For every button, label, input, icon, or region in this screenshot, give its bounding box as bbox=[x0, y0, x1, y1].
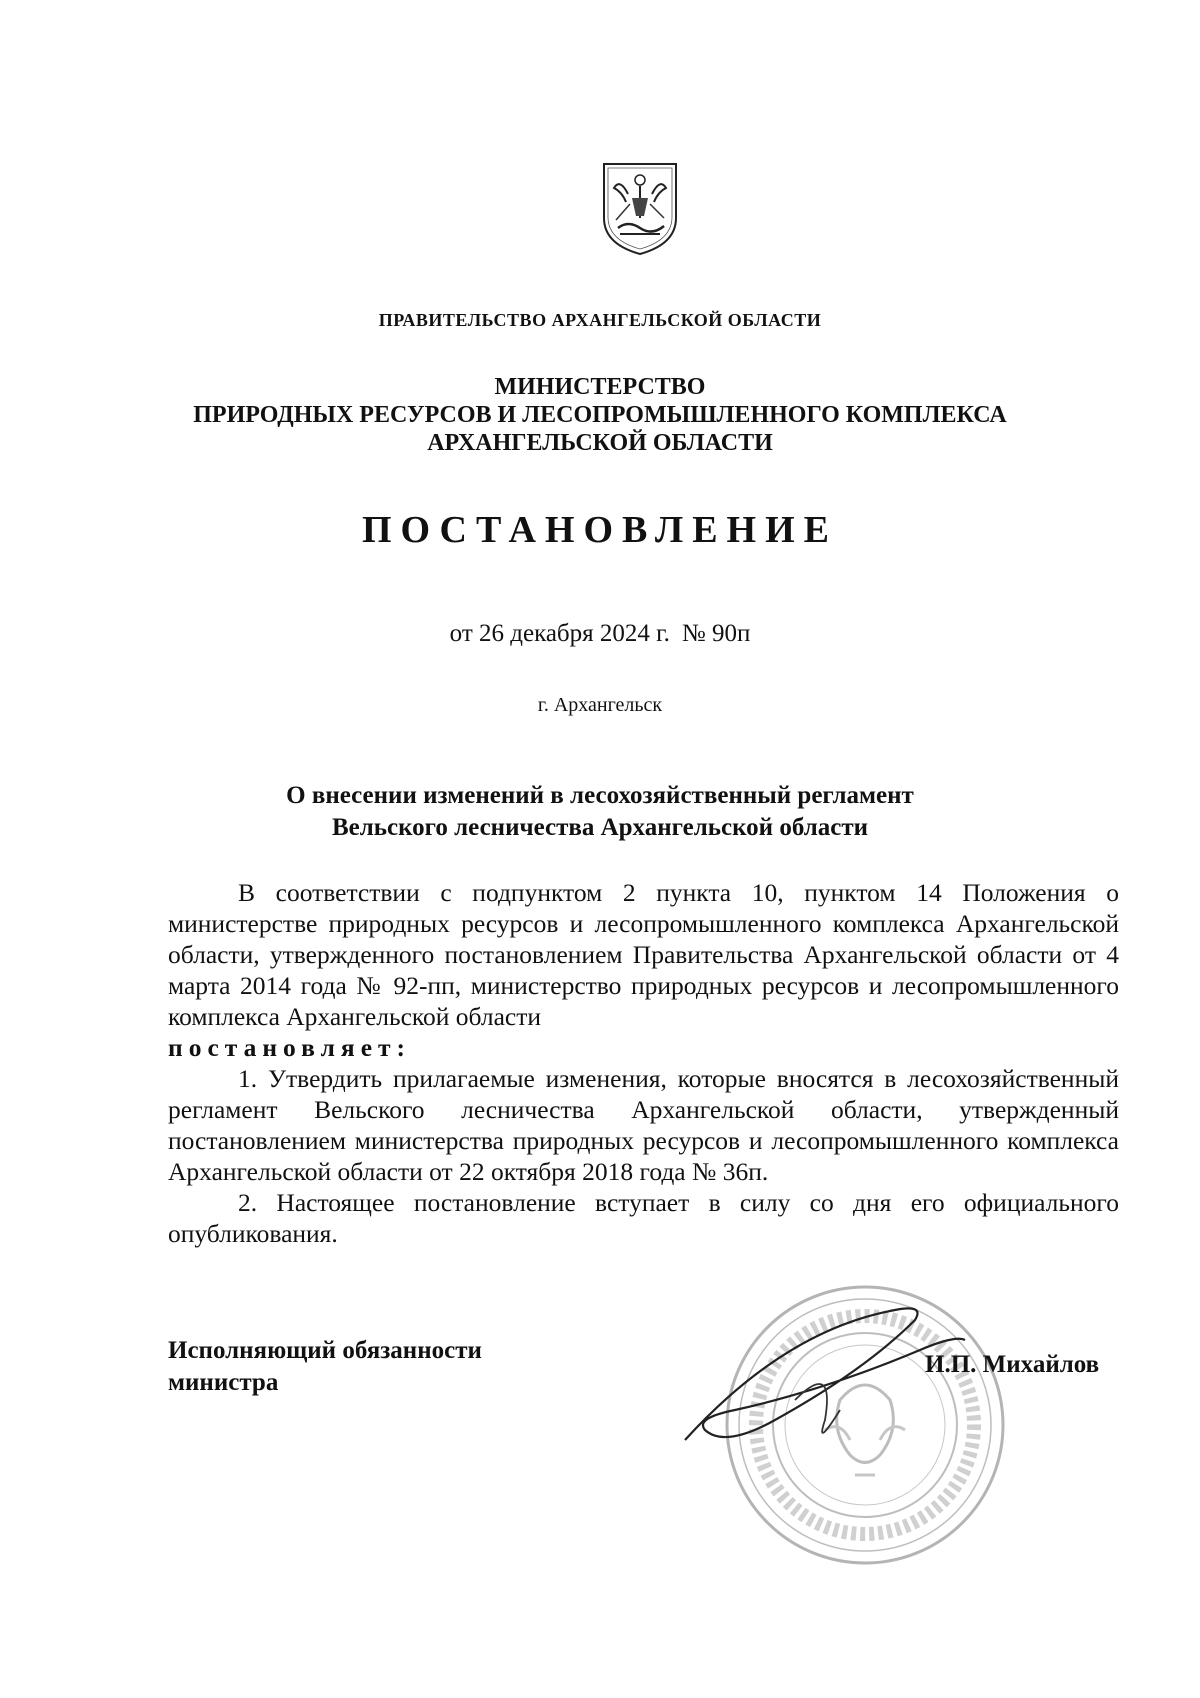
coat-of-arms-icon bbox=[598, 158, 682, 258]
signatory-position bbox=[168, 1335, 482, 1399]
item-2-paragraph: 2. Настоящее постановление вступает в силу со дня его официального опубликования. bbox=[168, 1188, 1119, 1248]
document-date: от 26 декабря 2024 г. bbox=[449, 620, 670, 647]
resolves-line bbox=[168, 1032, 1119, 1063]
document-city: г. Архангельск bbox=[537, 694, 663, 716]
document-subject bbox=[0, 780, 1200, 844]
preamble-paragraph: В соответствии с подпунктом 2 пункта 10, пунктом 14 Положения о министерстве природных ресурсов и лесопромышленного комплекса Архангельской области, утвержденного постановлением Правительства Архангельской области от 4 марта 2014 года № 92-пп, министерство природных ресурсов и лесопромышленного комплекса Архангельской области bbox=[168, 878, 1119, 1031]
ministry-name bbox=[0, 373, 1200, 457]
subject-line: Вельского лесничества Архангельской области bbox=[331, 814, 869, 841]
date-number-line bbox=[0, 620, 1200, 648]
signatory-name: И.П. Михайлов bbox=[925, 1351, 1100, 1378]
position-line: министра bbox=[168, 1369, 279, 1396]
position-line: Исполняющий обязанности bbox=[168, 1337, 482, 1364]
ministry-line: АРХАНГЕЛЬСКОЙ ОБЛАСТИ bbox=[427, 430, 773, 456]
resolves-word: постановляет: bbox=[168, 1033, 412, 1062]
item-1-paragraph: 1. Утвердить прилагаемые изменения, которые вносятся в лесохозяйственный регламент Вельского лесничества Архангельской области, утвержденный постановлением министерства природных ресурсов и лесопромышленного комплекса Архангельской области от 22 октября 2018 года № 36п. bbox=[168, 1064, 1119, 1186]
government-name: ПРАВИТЕЛЬСТВО АРХАНГЕЛЬСКОЙ ОБЛАСТИ bbox=[378, 310, 822, 330]
document-body bbox=[168, 877, 1119, 1249]
ministry-line: ПРИРОДНЫХ РЕСУРСОВ И ЛЕСОПРОМЫШЛЕННОГО КОМПЛЕКСА bbox=[193, 402, 1007, 428]
document-type: ПОСТАНОВЛЕНИЕ bbox=[361, 509, 839, 551]
ministry-line: МИНИСТЕРСТВО bbox=[494, 374, 706, 400]
subject-line: О внесении изменений в лесохозяйственный регламент bbox=[286, 782, 914, 809]
document-number: № 90п bbox=[681, 620, 751, 647]
